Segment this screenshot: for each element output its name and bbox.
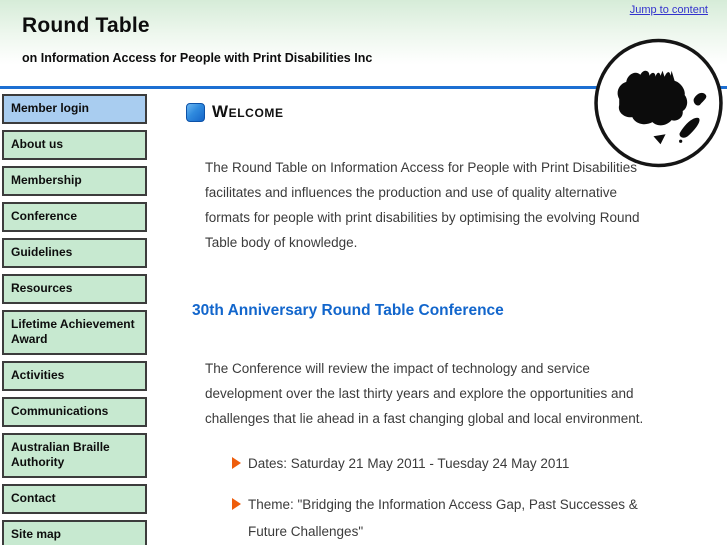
list-item bbox=[232, 455, 672, 477]
arrow-bullet-icon bbox=[232, 498, 241, 510]
sidebar-nav bbox=[2, 94, 147, 545]
sidebar-item-member-login[interactable]: Member login bbox=[2, 94, 147, 124]
sidebar-item-communications[interactable]: Communications bbox=[2, 397, 147, 427]
conference-details-list bbox=[232, 455, 672, 545]
page-subtitle: on Information Access for People with Print Disabilities Inc bbox=[22, 51, 373, 65]
sidebar-item-contact[interactable]: Contact bbox=[2, 484, 147, 514]
dates-text: Dates: Saturday 21 May 2011 - Tuesday 24 May 2011 bbox=[248, 456, 570, 471]
sidebar-item-resources[interactable]: Resources bbox=[2, 274, 147, 304]
conference-heading: 30th Anniversary Round Table Conference bbox=[192, 302, 504, 319]
intro-paragraph: The Round Table on Information Access for People with Print Disabilities facilitates and influences the production and use of quality alternative formats for people with print disabilities by optimising the evolving Round Table body of knowledge. bbox=[205, 160, 640, 250]
sidebar-item-conference[interactable]: Conference bbox=[2, 202, 147, 232]
theme-text: Theme: "Bridging the Information Access Gap, Past Successes & Future Challenges" bbox=[248, 497, 638, 539]
main-content bbox=[186, 100, 672, 545]
sidebar-item-lifetime-achievement-award[interactable]: Lifetime Achievement Award bbox=[2, 310, 147, 355]
sidebar-item-guidelines[interactable]: Guidelines bbox=[2, 238, 147, 268]
conference-paragraph: The Conference will review the impact of technology and service development over the last thirty years and explore the opportunities and challenges that lie ahead in a fast changing global and local environment. bbox=[205, 361, 644, 426]
sidebar-item-activities[interactable]: Activities bbox=[2, 361, 147, 391]
sidebar-item-about-us[interactable]: About us bbox=[2, 130, 147, 160]
sidebar-item-membership[interactable]: Membership bbox=[2, 166, 147, 196]
page-title: Round Table bbox=[22, 14, 150, 37]
sidebar-item-australian-braille-authority[interactable]: Australian Braille Authority bbox=[2, 433, 147, 478]
jump-to-content-link[interactable]: Jump to content bbox=[629, 4, 708, 16]
sidebar-item-site-map[interactable]: Site map bbox=[2, 520, 147, 545]
welcome-heading: Welcome bbox=[212, 102, 284, 121]
welcome-heading-row bbox=[186, 100, 672, 124]
list-item bbox=[232, 496, 672, 545]
blue-square-icon bbox=[186, 103, 205, 122]
arrow-bullet-icon bbox=[232, 457, 241, 469]
